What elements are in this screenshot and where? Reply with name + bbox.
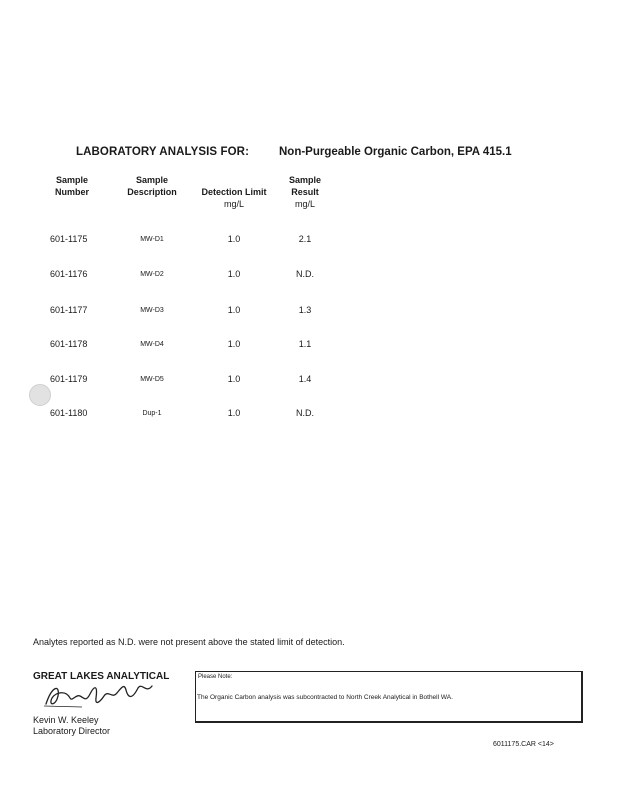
footnote: Analytes reported as N.D. were not present above the stated limit of detection. — [33, 637, 345, 647]
document-code: 6011175.CAR <14> — [493, 741, 554, 748]
detection-limit: 1.0 — [227, 408, 241, 418]
header-sample-description: Sample Description — [127, 175, 177, 197]
sample-result: N.D. — [296, 408, 314, 418]
header-detection-limit: Detection Limit mg/L — [201, 187, 267, 209]
sample-number: 601-1178 — [50, 339, 88, 349]
detection-limit: 1.0 — [227, 305, 241, 315]
director-title: Laboratory Director — [33, 726, 111, 736]
sample-number: 601-1175 — [50, 234, 88, 244]
analysis-name: Non-Purgeable Organic Carbon, EPA 415.1 — [279, 146, 512, 158]
sample-description: MW-D3 — [140, 307, 164, 314]
sample-result: 1.1 — [298, 339, 312, 349]
sample-description: MW-D1 — [140, 236, 164, 243]
punch-hole — [29, 384, 51, 406]
note-heading: Please Note: — [198, 674, 233, 680]
report-title-label: LABORATORY ANALYSIS FOR: — [76, 146, 249, 158]
sample-description: MW-D5 — [140, 376, 164, 383]
sample-description: MW-D2 — [140, 271, 164, 278]
sample-result: N.D. — [296, 269, 314, 279]
sample-number: 601-1177 — [50, 305, 88, 315]
header-sample-number: Sample Number — [54, 175, 89, 197]
sample-number: 601-1179 — [50, 374, 88, 384]
sample-result: 2.1 — [298, 234, 312, 244]
sample-number: 601-1176 — [50, 269, 88, 279]
detection-limit: 1.0 — [227, 269, 241, 279]
detection-limit: 1.0 — [227, 374, 241, 384]
company-name: GREAT LAKES ANALYTICAL — [33, 671, 170, 682]
sample-description: MW-D4 — [140, 341, 164, 348]
note-box — [195, 671, 583, 723]
note-text: The Organic Carbon analysis was subcontracted to North Creek Analytical in Bothell WA. — [197, 694, 453, 701]
detection-limit: 1.0 — [227, 339, 241, 349]
sample-number: 601-1180 — [50, 408, 88, 418]
sample-result: 1.3 — [298, 305, 312, 315]
header-sample-result: Sample Result mg/L — [288, 175, 321, 209]
director-name: Kevin W. Keeley — [33, 715, 99, 725]
sample-result: 1.4 — [298, 374, 312, 384]
sample-description: Dup-1 — [142, 410, 162, 417]
signature — [42, 676, 162, 712]
detection-limit: 1.0 — [227, 234, 241, 244]
